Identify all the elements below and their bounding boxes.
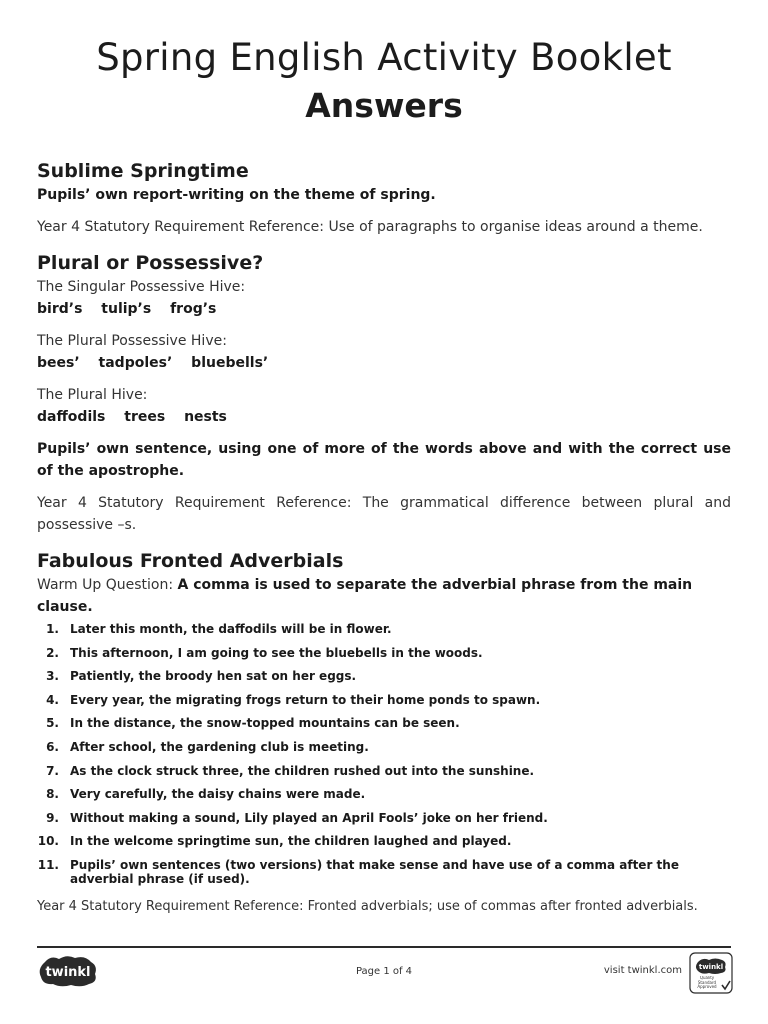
item-number: 1. [46,622,59,636]
list-item [37,646,731,660]
section-heading-sublime-springtime: Sublime Springtime [37,160,249,182]
item-number: 10. [37,834,59,849]
plural-hive-words [37,406,731,428]
word: frog’s [170,301,217,317]
warm-up-label: Warm Up Question: [37,577,174,593]
warm-up-answer: A comma is used to separate the adverbial phrase from the main clause. [37,577,693,615]
item-number: 3. [46,669,59,684]
footer-divider [37,946,731,948]
item-number: 2. [46,645,59,660]
list-item [37,622,731,636]
list-item [37,669,731,683]
item-number: 4. [46,692,59,707]
item-number: 5. [46,716,59,731]
item-text: Patiently, the broody hen sat on her eggs. [70,669,357,684]
visit-link[interactable]: visit twinkl.com [603,965,682,976]
page-title: Spring English Activity Booklet [96,36,672,79]
list-item [37,716,731,730]
singular-hive-label: The Singular Possessive Hive: [37,279,246,295]
word: trees [124,409,166,425]
item-text: As the clock struck three, the children rushed out into the sunshine. [70,763,535,778]
item-number: 8. [46,787,59,802]
item-number: 11. [37,857,59,872]
adverbials-answer-list [37,622,731,886]
word: daffodils [37,409,106,425]
item-text: This afternoon, I am going to see the bluebells in the woods. [70,645,483,660]
section-heading-plural-or-possessive: Plural or Possessive? [37,252,264,274]
page-number: Page 1 of 4 [355,966,413,977]
section2-reference: Year 4 Statutory Requirement Reference: The grammatical difference between plural and possessive –s. [37,495,731,533]
list-item [37,834,731,848]
quality-badge-icon [689,952,733,994]
list-item [37,693,731,707]
item-number: 6. [46,739,59,754]
item-text: Very carefully, the daisy chains were made. [70,787,366,802]
plural-possessive-hive-words [37,352,731,374]
item-number: 7. [46,763,59,778]
item-text: Pupils’ own sentences (two versions) that make sense and have use of a comma after the adverbial phrase (if used). [70,857,679,886]
item-number: 9. [46,810,59,825]
word: bird’s [37,301,83,317]
content [37,158,731,918]
word: tadpoles’ [98,355,173,371]
item-text: In the distance, the snow-topped mountains can be seen. [70,716,460,731]
list-item [37,740,731,754]
page-subtitle: Answers [305,86,463,125]
logo-text: twinkl [45,965,91,980]
singular-hive-words [37,298,731,320]
list-item [37,764,731,778]
list-item [37,858,731,886]
item-text: Later this month, the daffodils will be in flower. [70,622,392,636]
word: nests [184,409,227,425]
section3-reference: Year 4 Statutory Requirement Reference: Fronted adverbials; use of commas after fronted adverbials. [37,898,698,914]
sentence-answer: Pupils’ own sentence, using one of more of the words above and with the correct use of the apostrophe. [37,441,731,479]
item-text: Without making a sound, Lily played an April Fools’ joke on her friend. [70,810,548,825]
list-item [37,811,731,825]
badge-text: Quality Standard Approved [697,976,717,990]
section1-reference: Year 4 Statutory Requirement Reference: Use of paragraphs to organise ideas around a theme. [37,219,703,235]
item-text: After school, the gardening club is meeting. [70,739,369,754]
list-item [37,787,731,801]
plural-possessive-hive-label: The Plural Possessive Hive: [37,333,227,349]
word: bluebells’ [191,355,269,371]
word: tulip’s [101,301,152,317]
section-heading-fabulous-fronted-adverbials: Fabulous Fronted Adverbials [37,550,344,572]
plural-hive-label: The Plural Hive: [37,387,148,403]
item-text: Every year, the migrating frogs return to their home ponds to spawn. [70,692,541,707]
warm-up-question [37,574,731,618]
section1-answer: Pupils’ own report-writing on the theme of spring. [37,187,436,203]
item-text: In the welcome springtime sun, the children laughed and played. [70,834,512,849]
word: bees’ [37,355,80,371]
badge-logo-text: twinkl [698,963,724,971]
